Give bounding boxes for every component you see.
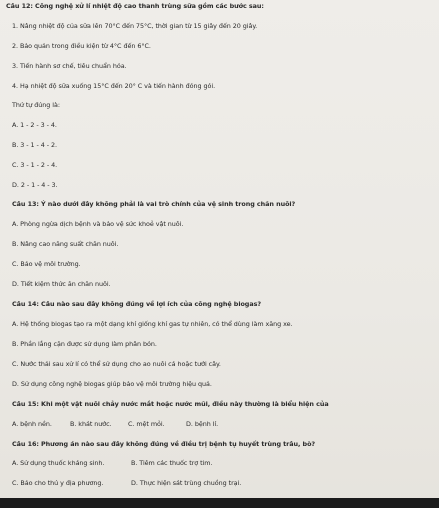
- q15-option-a: A. bệnh nền.: [12, 420, 52, 428]
- q16-options-row-2: [12, 479, 241, 488]
- question-13-stem: Câu 13: Ý nào dưới đây không phải là vai trò chính của vệ sinh trong chăn nuôi?: [12, 200, 296, 208]
- q14-option-c: C. Nước thải sau xử lí có thể sử dụng cho ao nuôi cá hoặc tưới cây.: [12, 360, 221, 368]
- q15-option-d: D. bệnh lí.: [186, 420, 219, 428]
- q15-option-b: B. khát nước.: [70, 420, 112, 428]
- q12-step-4: 4. Hạ nhiệt độ sữa xuống 15°C đến 20° C và tiến hành đóng gói.: [12, 82, 216, 90]
- q13-option-c: C. Bảo vệ môi trường.: [12, 260, 81, 268]
- q16-option-a: A. Sử dụng thuốc kháng sinh.: [12, 459, 105, 467]
- q13-option-b: B. Nâng cao năng suất chăn nuôi.: [12, 240, 119, 248]
- q12-option-c: C. 3 - 1 - 2 - 4.: [12, 161, 58, 169]
- question-14-stem: Câu 14: Câu nào sau đây không đúng về lợi ích của công nghệ biogas?: [12, 300, 262, 308]
- q13-option-d: D. Tiết kiệm thức ăn chăn nuôi.: [12, 280, 111, 288]
- bottom-dark-edge: [0, 498, 439, 508]
- q12-option-d: D. 2 - 1 - 4 - 3.: [12, 181, 58, 189]
- q16-option-d: D. Thực hiện sát trùng chuồng trại.: [131, 479, 242, 487]
- q12-prompt: Thứ tự đúng là:: [12, 101, 60, 109]
- q15-option-c: C. mệt mỏi.: [128, 420, 165, 428]
- q14-option-d: D. Sử dụng công nghệ biogas giúp bảo vệ môi trường hiệu quả.: [12, 380, 212, 388]
- q12-option-a: A. 1 - 2 - 3 - 4.: [12, 121, 57, 129]
- question-15-stem: Câu 15: Khi một vật nuôi chảy nước mắt hoặc nước mũi, điều này thường là biểu hiện của: [12, 400, 329, 408]
- q13-option-a: A. Phòng ngừa dịch bệnh và bảo vệ sức khoẻ vật nuôi.: [12, 220, 184, 228]
- q16-options-row-1: [12, 459, 212, 468]
- q12-option-b: B. 3 - 1 - 4 - 2.: [12, 141, 57, 149]
- q12-step-2: 2. Bảo quản trong điều kiện từ 4°C đến 6°C.: [12, 42, 151, 50]
- q12-step-3: 3. Tiến hành sơ chế, tiêu chuẩn hóa.: [12, 62, 127, 70]
- q14-option-a: A. Hệ thống biogas tạo ra một dạng khí giống khí gas tự nhiên, có thể dùng làm xăng xe.: [12, 320, 293, 328]
- q16-option-b: B. Tiêm các thuốc trợ tim.: [131, 459, 213, 467]
- question-16-stem: Câu 16: Phương án nào sau đây không đúng về điều trị bệnh tụ huyết trùng trâu, bò?: [12, 440, 316, 448]
- q14-option-b: B. Phần lắng cặn được sử dụng làm phân bón.: [12, 340, 157, 348]
- q15-options-row: [12, 420, 218, 429]
- question-12-stem: Câu 12: Công nghệ xử lí nhiệt độ cao thanh trùng sữa gồm các bước sau:: [6, 2, 264, 10]
- q12-step-1: 1. Nâng nhiệt độ của sữa lên 70°C đến 75°C, thời gian từ 15 giây đến 20 giây.: [12, 22, 258, 30]
- q16-option-c: C. Bảo cho thú y địa phương.: [12, 479, 104, 487]
